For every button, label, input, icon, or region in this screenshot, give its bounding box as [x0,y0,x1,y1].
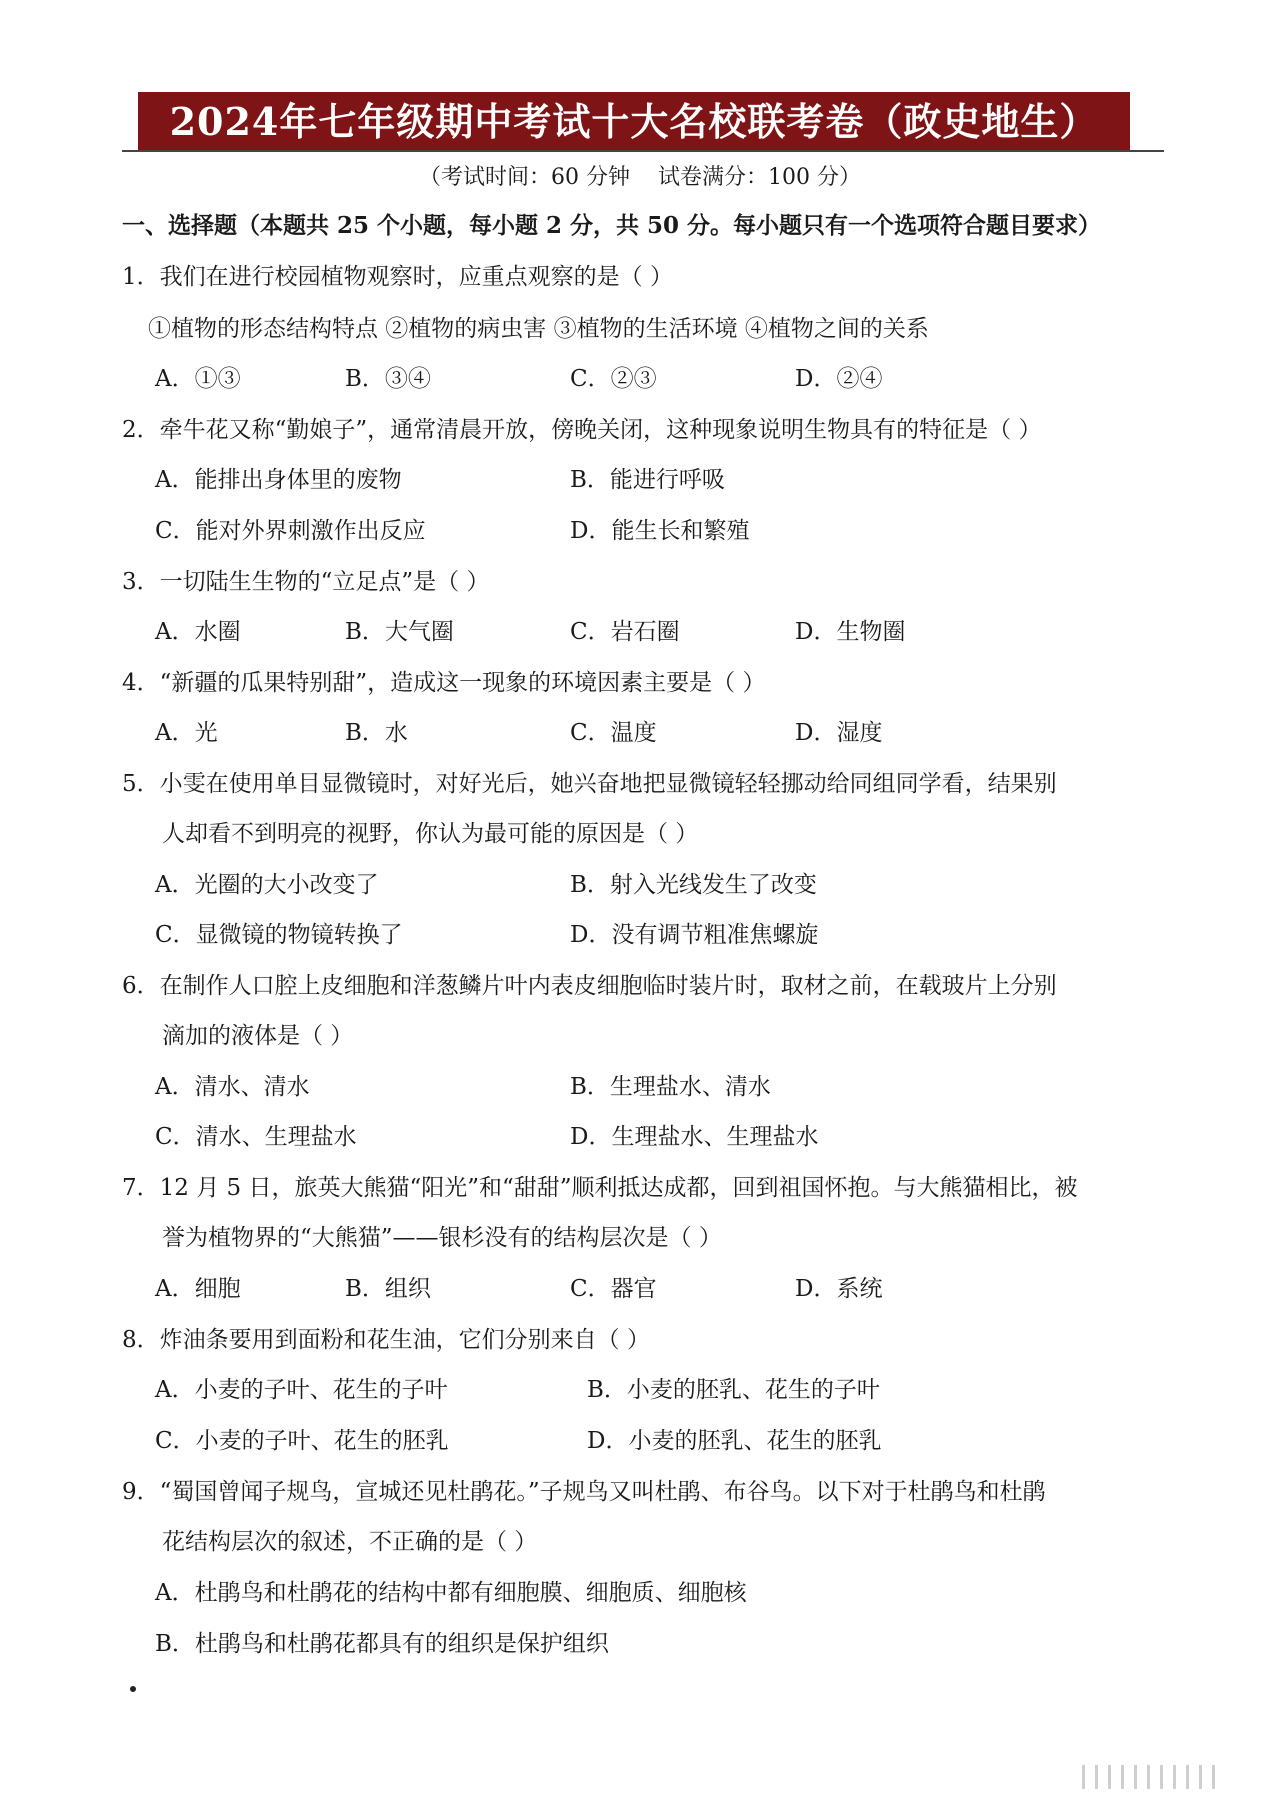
question-6-option-b: B．生理盐水、清水 [570,1074,771,1100]
question-1-option-b: B．③④ [345,366,431,392]
question-3-option-c: C．岩石圈 [570,619,680,645]
question-7-option-b: B．组织 [345,1276,431,1302]
question-8-stem: 8．炸油条要用到面粉和花生油，它们分别来自（ ） [122,1327,650,1353]
question-4-option-b: B．水 [345,720,408,746]
question-3-option-b: B．大气圈 [345,619,454,645]
question-3-option-a: A．水圈 [155,619,241,645]
question-4-option-a: A．光 [155,720,218,746]
exam-subtitle: （考试时间：60 分钟 试卷满分：100 分） [419,165,861,190]
question-1-option-c: C．②③ [570,366,657,392]
question-6-stem: 6．在制作人口腔上皮细胞和洋葱鳞片叶内表皮细胞临时装片时，取材之前，在载玻片上分别 [122,973,1057,999]
question-2-option-c: C．能对外界刺激作出反应 [155,518,426,544]
question-5-stem-cont: 人却看不到明亮的视野，你认为最可能的原因是（ ） [162,821,699,847]
question-2-option-b: B．能进行呼吸 [570,467,725,493]
question-7-stem-cont: 誉为植物界的“大熊猫”——银杉没有的结构层次是（ ） [162,1225,722,1251]
question-4-stem: 4．“新疆的瓜果特别甜”，造成这一现象的环境因素主要是（ ） [122,670,766,696]
question-2-option-d: D．能生长和繁殖 [570,518,750,544]
question-2-stem: 2．牵牛花又称“勤娘子”，通常清晨开放，傍晚关闭，这种现象说明生物具有的特征是（ ） [122,417,1042,443]
question-5-option-a: A．光圈的大小改变了 [155,872,379,898]
question-1-option-d: D．②④ [795,366,883,392]
question-5-stem: 5．小雯在使用单目显微镜时，对好光后，她兴奋地把显微镜轻轻挪动给同组同学看，结果别 [122,771,1057,797]
question-1-stem: 1．我们在进行校园植物观察时，应重点观察的是（ ） [122,264,673,290]
question-3-option-d: D．生物圈 [795,619,906,645]
question-4-option-d: D．湿度 [795,720,883,746]
question-5-option-c: C．显微镜的物镜转换了 [155,922,403,948]
question-7-stem: 7．12 月 5 日，旅英大熊猫“阳光”和“甜甜”顺利抵达成都，回到祖国怀抱。与大熊猫相比，被 [122,1175,1078,1201]
question-9-stem-cont: 花结构层次的叙述，不正确的是（ ） [162,1529,538,1555]
bullet-dot [130,1686,136,1692]
question-9-option-b: B．杜鹃鸟和杜鹃花都具有的组织是保护组织 [155,1631,609,1657]
question-2-option-a: A．能排出身体里的废物 [155,467,402,493]
question-6-option-a: A．清水、清水 [155,1074,310,1100]
section-heading: 一、选择题（本题共 25 个小题，每小题 2 分，共 50 分。每小题只有一个选项符合题目要求） [122,212,1102,239]
question-6-stem-cont: 滴加的液体是（ ） [162,1023,354,1049]
question-5-option-d: D．没有调节粗准焦螺旋 [570,922,819,948]
question-7-option-a: A．细胞 [155,1276,241,1302]
question-8-option-c: C．小麦的子叶、花生的胚乳 [155,1428,449,1454]
question-1-items: ①植物的形态结构特点 ②植物的病虫害 ③植物的生活环境 ④植物之间的关系 [148,316,929,342]
question-9-option-a: A．杜鹃鸟和杜鹃花的结构中都有细胞膜、细胞质、细胞核 [155,1580,747,1606]
question-3-stem: 3．一切陆生生物的“立足点”是（ ） [122,569,490,595]
title-underline [122,150,1164,152]
question-8-option-d: D．小麦的胚乳、花生的胚乳 [587,1428,882,1454]
question-7-option-d: D．系统 [795,1276,883,1302]
question-7-option-c: C．器官 [570,1276,657,1302]
question-1-option-a: A．①③ [155,366,241,392]
question-4-option-c: C．温度 [570,720,657,746]
question-8-option-a: A．小麦的子叶、花生的子叶 [155,1377,448,1403]
question-5-option-b: B．射入光线发生了改变 [570,872,817,898]
scan-watermark-marks [1082,1764,1258,1790]
question-6-option-c: C．清水、生理盐水 [155,1124,357,1150]
question-6-option-d: D．生理盐水、生理盐水 [570,1124,819,1150]
question-8-option-b: B．小麦的胚乳、花生的子叶 [587,1377,880,1403]
exam-title: 2024年七年级期中考试十大名校联考卷（政史地生） [138,92,1130,152]
question-9-stem: 9．“蜀国曾闻子规鸟，宣城还见杜鹃花。”子规鸟又叫杜鹃、布谷鸟。以下对于杜鹃鸟和杜鹃 [122,1479,1046,1505]
